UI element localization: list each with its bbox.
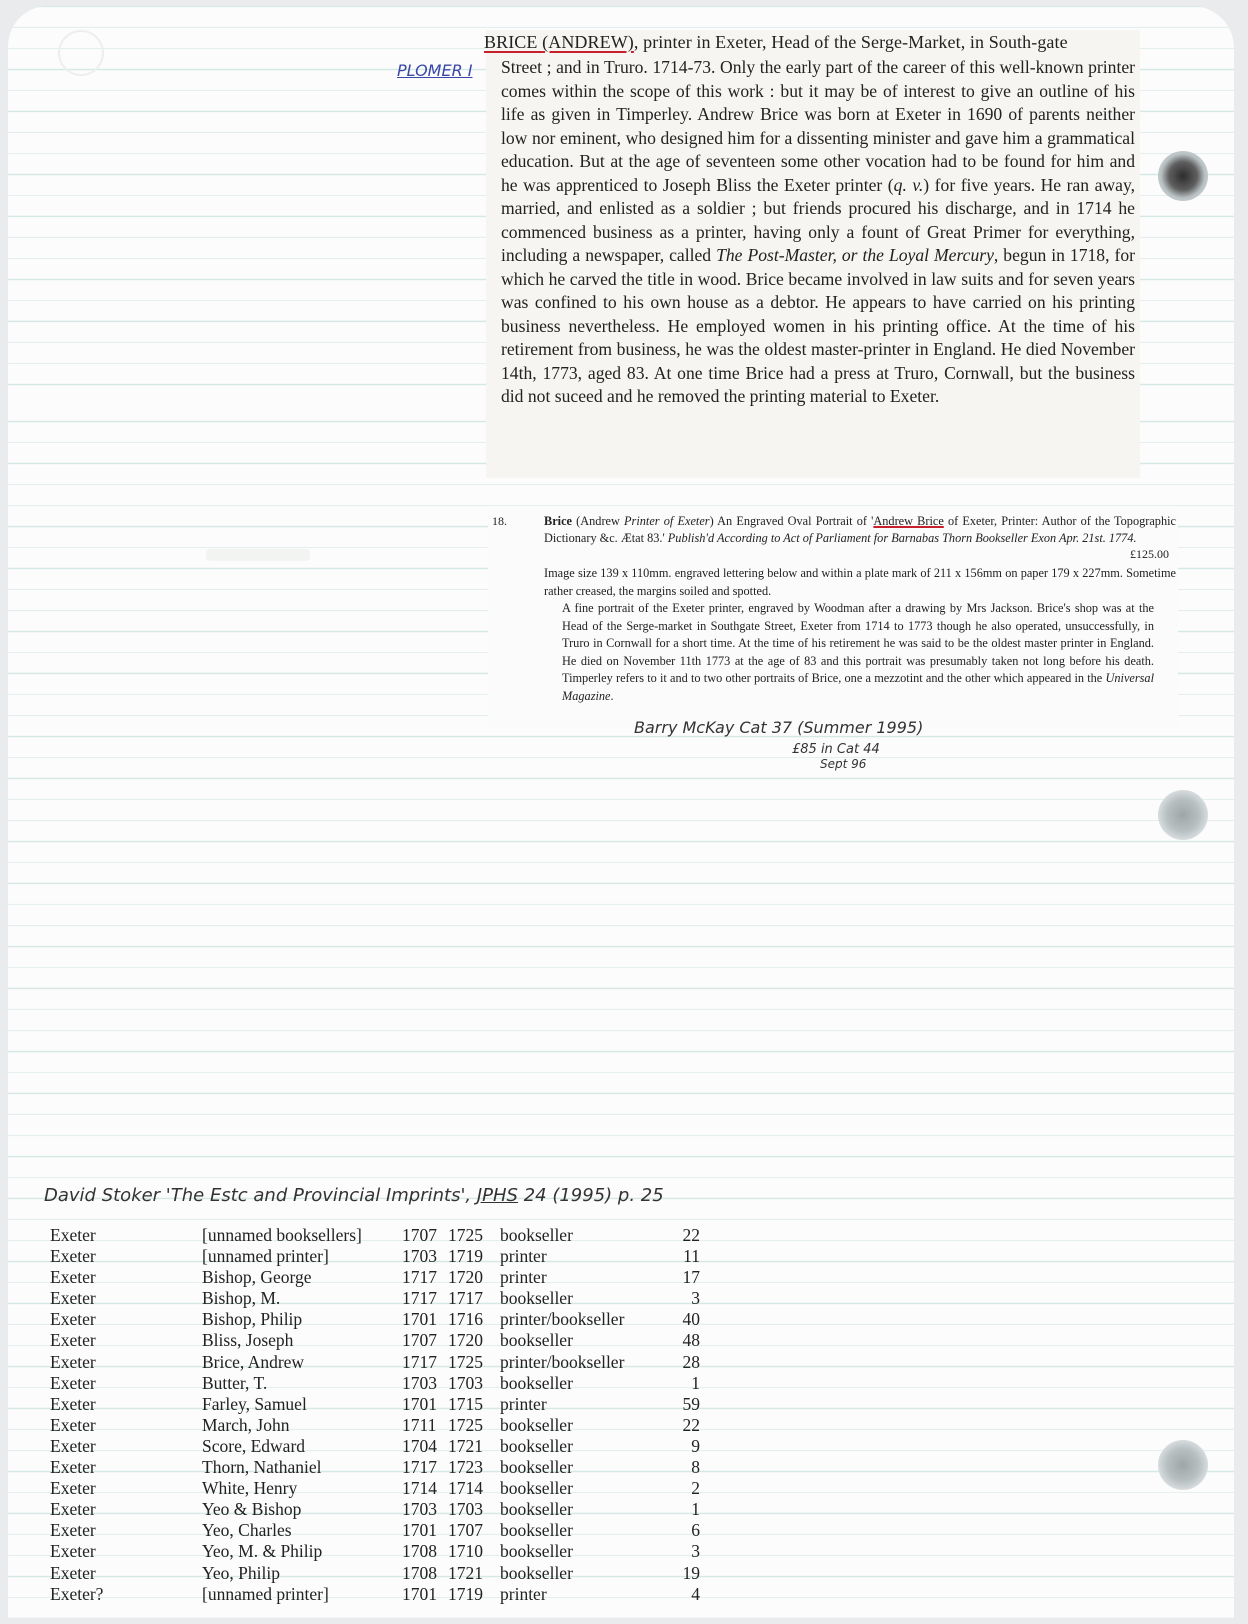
- trade-cell: bookseller: [500, 1520, 573, 1541]
- from-year-cell: 1717: [402, 1351, 437, 1372]
- to-year-cell: 1716: [448, 1309, 483, 1330]
- count-cell: 22: [682, 1414, 700, 1435]
- from-year-cell: 1717: [402, 1267, 437, 1288]
- handwritten-seller: Barry McKay Cat 37 (Summer 1995): [634, 718, 924, 737]
- count-cell: 8: [691, 1457, 700, 1478]
- to-year-cell: 1717: [448, 1288, 483, 1309]
- to-year-cell: 1721: [448, 1435, 483, 1456]
- place-cell: Exeter: [50, 1457, 96, 1478]
- trade-cell: printer: [500, 1583, 547, 1604]
- entry-body: Street ; and in Truro. 1714-73. Only the early part of the career of this well-known printer comes within the scope of this work : but it may be of interest to give an outline of his life as given in Timperley. Andrew Brice was born at Exeter in 1690 of parents neither low nor eminent, who designed him for a dissenting minister and gave him a grammatical education. But at the age of seventeen some other vocation had to be found for him and he was apprenticed to Joseph Bliss the Exeter printer (q. v.) for five years. He ran away, married, and enlisted as a soldier ; but friends procured his discharge, and in 1714 he commenced business as a printer, having only a fount of Great Primer for everything, including a newspaper, called The Post-Master, or the Loyal Mercury, begun in 1718, for which he carved the title in wood. Brice became involved in law suits and for seven years was confined to his own house as a debtor. He appears to have carried on his printing business nevertheless. He employed women in his printing office. At the time of his retirement from business, he was the oldest master-printer in England. He died November 14th, 1773, aged 83. At one time Brice had a press at Truro, Cornwall, but the business did not suceed and he removed the printing material to Exeter.: [501, 57, 1135, 406]
- faint-stamp: [58, 30, 104, 76]
- name-cell: [unnamed printer]: [202, 1246, 329, 1267]
- from-year-cell: 1711: [402, 1414, 437, 1435]
- to-year-cell: 1725: [448, 1225, 483, 1245]
- place-cell: Exeter: [50, 1562, 96, 1583]
- from-year-cell: 1703: [402, 1246, 437, 1267]
- to-year-cell: 1720: [448, 1267, 483, 1288]
- to-year-cell: 1703: [448, 1499, 483, 1520]
- name-cell: White, Henry: [202, 1478, 298, 1499]
- name-cell: Yeo, Charles: [202, 1520, 292, 1541]
- catalogue-price: £125.00: [1130, 547, 1169, 561]
- trade-cell: bookseller: [500, 1288, 573, 1309]
- trade-cell: bookseller: [500, 1478, 573, 1499]
- place-cell: Exeter: [50, 1541, 96, 1562]
- trade-cell: printer/bookseller: [500, 1351, 625, 1372]
- punch-hole-middle: [1158, 790, 1208, 840]
- to-year-cell: 1719: [448, 1583, 483, 1604]
- count-cell: 40: [682, 1309, 700, 1330]
- trade-cell: bookseller: [500, 1372, 573, 1393]
- count-cell: 28: [682, 1351, 700, 1372]
- to-year-cell: 1719: [448, 1246, 483, 1267]
- handwritten-later-price: £85 in Cat 44: [792, 742, 880, 757]
- place-cell: Exeter: [50, 1393, 96, 1414]
- place-cell: Exeter: [50, 1288, 96, 1309]
- trade-cell: bookseller: [500, 1541, 573, 1562]
- place-cell: Exeter: [50, 1351, 96, 1372]
- name-cell: Yeo & Bishop: [202, 1499, 302, 1520]
- trade-cell: printer: [500, 1393, 547, 1414]
- name-cell: [unnamed booksellers]: [202, 1225, 362, 1245]
- to-year-cell: 1710: [448, 1541, 483, 1562]
- punch-hole-top: [1158, 151, 1208, 201]
- place-cell: Exeter: [50, 1267, 96, 1288]
- name-cell: Butter, T.: [202, 1372, 268, 1393]
- count-cell: 22: [682, 1225, 700, 1245]
- entry-headword: BRICE (ANDREW): [484, 32, 634, 52]
- count-cell: 1: [691, 1372, 700, 1393]
- trade-cell: printer: [500, 1267, 547, 1288]
- trade-cell: bookseller: [500, 1457, 573, 1478]
- from-year-cell: 1703: [402, 1499, 437, 1520]
- to-year-cell: 1715: [448, 1393, 483, 1414]
- trade-cell: printer/bookseller: [500, 1309, 625, 1330]
- from-year-cell: 1708: [402, 1562, 437, 1583]
- name-cell: Bishop, Philip: [202, 1309, 303, 1330]
- place-cell: Exeter: [50, 1309, 96, 1330]
- name-cell: Bishop, M.: [202, 1288, 281, 1309]
- place-cell: Exeter: [50, 1246, 96, 1267]
- from-year-cell: 1717: [402, 1288, 437, 1309]
- name-cell: [unnamed printer]: [202, 1583, 329, 1604]
- count-cell: 2: [691, 1478, 700, 1499]
- smudge: [206, 549, 310, 561]
- place-cell: Exeter: [50, 1520, 96, 1541]
- place-cell: Exeter: [50, 1225, 96, 1245]
- count-cell: 9: [691, 1435, 700, 1456]
- from-year-cell: 1701: [402, 1520, 437, 1541]
- trade-cell: bookseller: [500, 1225, 573, 1245]
- handwritten-reference: David Stoker 'The Estc and Provincial Imprints', JPHS 24 (1995) p. 25: [44, 1185, 664, 1206]
- place-cell: Exeter: [50, 1414, 96, 1435]
- count-cell: 19: [682, 1562, 700, 1583]
- to-year-cell: 1723: [448, 1457, 483, 1478]
- count-cell: 48: [682, 1330, 700, 1351]
- entry-heading-rest: , printer in Exeter, Head of the Serge-Market, in South-gate: [633, 32, 1068, 52]
- from-year-cell: 1717: [402, 1457, 437, 1478]
- from-year-cell: 1707: [402, 1330, 437, 1351]
- to-year-cell: 1721: [448, 1562, 483, 1583]
- catalogue-description: Brice (Andrew Printer of Exeter) An Engraved Oval Portrait of 'Andrew Brice of Exeter, Printer: Author of the Topographic Dictionary &c. Ætat 83.' Publish'd According to Act of Parliament for Barnabas Thorn Bookseller Exon Apr. 21st. 1774. Image size 139 x 110mm. engraved lettering below and within a plate mark of 211 x 156mm on paper 179 x 227mm. Sometime rather creased, the margins soiled and spotted.: [544, 514, 1176, 598]
- count-cell: 6: [691, 1520, 700, 1541]
- place-cell: Exeter: [50, 1372, 96, 1393]
- count-cell: 17: [682, 1267, 700, 1288]
- name-cell: Yeo, M. & Philip: [202, 1541, 323, 1562]
- name-cell: Farley, Samuel: [202, 1393, 307, 1414]
- from-year-cell: 1703: [402, 1372, 437, 1393]
- to-year-cell: 1720: [448, 1330, 483, 1351]
- count-cell: 11: [683, 1246, 700, 1267]
- margin-note-plomer: PLOMER I: [397, 61, 473, 80]
- place-cell: Exeter: [50, 1330, 96, 1351]
- trade-cell: printer: [500, 1246, 547, 1267]
- count-cell: 4: [691, 1583, 700, 1604]
- place-cell: Exeter?: [50, 1583, 104, 1604]
- entry-heading: [484, 32, 1068, 53]
- to-year-cell: 1707: [448, 1520, 483, 1541]
- catalogue-notes: A fine portrait of the Exeter printer, engraved by Woodman after a drawing by Mrs Jackson. Brice's shop was at the Head of the Serge-market in Southgate Street, Exeter from 1714 to 1773 though he also operated, unsuccessfully, in Truro in Cornwall for a short time. At the time of his retirement he was said to be the oldest master printer in England. He died on November 11th 1773 at the age of 83 and this portrait was presumably taken not long before his death. Timperley refers to it and to two other portraits of Brice, one a mezzotint and the other which appeared in the Universal Magazine.: [562, 601, 1154, 703]
- name-cell: Yeo, Philip: [202, 1562, 280, 1583]
- handwritten-later-date: Sept 96: [820, 757, 867, 771]
- name-cell: Brice, Andrew: [202, 1351, 305, 1372]
- name-cell: Thorn, Nathaniel: [202, 1457, 322, 1478]
- to-year-cell: 1714: [448, 1478, 483, 1499]
- trade-cell: bookseller: [500, 1414, 573, 1435]
- to-year-cell: 1703: [448, 1372, 483, 1393]
- to-year-cell: 1725: [448, 1414, 483, 1435]
- catalogue-size: Image size 139 x 110mm. engraved lettering below and within a plate mark of 211 x 156mm on paper 179 x 227mm. Sometime rather creased, the margins soiled and spotted.: [544, 566, 1176, 598]
- count-cell: 59: [682, 1393, 700, 1414]
- name-cell: Score, Edward: [202, 1435, 306, 1456]
- name-cell: Bliss, Joseph: [202, 1330, 294, 1351]
- place-cell: Exeter: [50, 1478, 96, 1499]
- from-year-cell: 1701: [402, 1583, 437, 1604]
- from-year-cell: 1701: [402, 1393, 437, 1414]
- name-cell: March, John: [202, 1414, 290, 1435]
- trade-cell: bookseller: [500, 1435, 573, 1456]
- punch-hole-bottom: [1158, 1440, 1208, 1490]
- count-cell: 3: [691, 1288, 700, 1309]
- from-year-cell: 1701: [402, 1309, 437, 1330]
- to-year-cell: 1725: [448, 1351, 483, 1372]
- trade-cell: bookseller: [500, 1499, 573, 1520]
- count-cell: 3: [691, 1541, 700, 1562]
- place-cell: Exeter: [50, 1435, 96, 1456]
- trade-cell: bookseller: [500, 1330, 573, 1351]
- count-cell: 1: [691, 1499, 700, 1520]
- place-cell: Exeter: [50, 1499, 96, 1520]
- from-year-cell: 1707: [402, 1225, 437, 1245]
- trade-cell: bookseller: [500, 1562, 573, 1583]
- from-year-cell: 1704: [402, 1435, 437, 1456]
- catalogue-number: 18.: [492, 514, 507, 528]
- from-year-cell: 1714: [402, 1478, 437, 1499]
- name-cell: Bishop, George: [202, 1267, 312, 1288]
- from-year-cell: 1708: [402, 1541, 437, 1562]
